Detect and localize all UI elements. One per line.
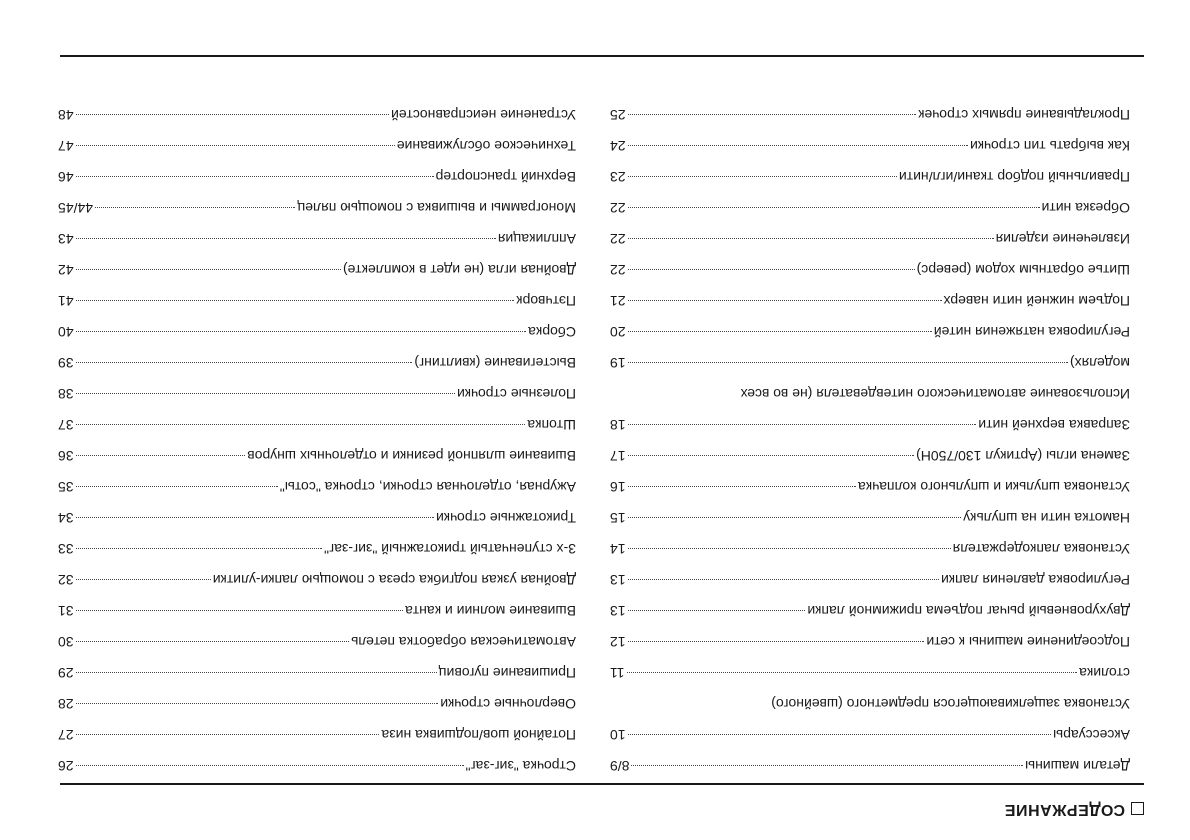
toc-entry-title: Аппликация [497,231,576,247]
toc-entry-title: Строчка "зиг-заг" [465,758,576,774]
toc-entry [610,409,1130,440]
dot-leader [628,176,897,177]
toc-entry-title: Прокладывание прямых строчек [918,107,1130,123]
toc-entry [610,130,1130,161]
dot-leader [95,207,295,208]
toc-entry-title: столика [1079,665,1130,681]
toc-entry [58,440,576,471]
toc-entry-title: Установка защелкивающегося предметного (швейного) [771,696,1130,712]
toc-entry-page: 12 [610,634,626,650]
toc-left-column [610,99,1130,781]
dot-leader [76,641,349,642]
dot-leader [76,548,323,549]
toc-entry [610,378,1130,409]
toc-entry-title: Верхний транспортер [435,169,576,185]
dot-leader [628,114,917,115]
toc-entry [610,285,1130,316]
toc-entry-title: Двухуровневый рычаг подъема прижимной лапки [807,603,1130,619]
dot-leader [76,734,380,735]
dot-leader [76,114,389,115]
toc-entry-page: 23 [610,169,626,185]
toc-entry [58,595,576,626]
toc-entry-title: Сборка [528,324,576,340]
toc-entry [58,316,576,347]
toc-entry-page: 16 [610,479,626,495]
toc-entry [610,161,1130,192]
toc-entry-title: Использование автоматического нитевдевателя (не во всех [740,386,1130,402]
toc-entry-title: Установка лапкодержателя [952,541,1130,557]
toc-entry [58,719,576,750]
toc-entry-title: Пришивание пуговиц [438,665,576,681]
toc-entry-title: Оверлочные строчки [440,696,576,712]
dot-leader [76,238,496,239]
toc-entry-page: 22 [610,262,626,278]
toc-entry [610,533,1130,564]
toc-entry-title: 3-х ступенчатый трикотажный "зиг-заг" [324,541,576,557]
toc-entry [610,564,1130,595]
toc-entry-title: Полезные строчки [457,386,576,402]
toc-entry [58,471,576,502]
toc-entry-title: Потайной шов/подшивка низа [381,727,576,743]
toc-entry-page: 35 [58,479,74,495]
dot-leader [628,362,1068,363]
toc-entry-page: 32 [58,572,74,588]
toc-entry-title: Намотка нити на шпульку [963,510,1130,526]
toc-entry-page: 17 [610,448,626,464]
checkbox-square-icon [1131,803,1144,816]
dot-leader [628,207,1040,208]
toc-entry [610,347,1130,378]
toc-entry-title: Автоматическая обработка петель [351,634,576,650]
dot-leader [76,455,246,456]
toc-entry-page: 28 [58,696,74,712]
toc-entry [610,688,1130,719]
dot-leader [76,517,434,518]
toc-entry-title: Монограммы и вышивка с помощью пялец [297,200,576,216]
dot-leader [628,331,932,332]
toc-entry-page: 13 [610,572,626,588]
dot-leader [628,300,942,301]
toc-entry [58,564,576,595]
toc-entry-title: Пэтчворк [516,293,576,309]
toc-entry-title: Штопка [527,417,576,433]
toc-entry [58,750,576,781]
toc-entry-page: 21 [610,293,626,309]
dot-leader [76,703,439,704]
toc-entry-page: 10 [610,727,626,743]
toc-entry-title: Выстегивание (квилтинг) [414,355,576,371]
toc-right-column [58,99,576,781]
dot-leader [76,610,404,611]
toc-entry [58,192,576,223]
toc-entry-page: 39 [58,355,74,371]
page-header [1004,800,1144,818]
toc-entry [58,130,576,161]
dot-leader [628,548,951,549]
toc-entry [610,99,1130,130]
toc-entry-page: 37 [58,417,74,433]
toc-entry [58,626,576,657]
dot-leader [76,579,211,580]
toc-entry [58,533,576,564]
toc-entry-page: 13 [610,603,626,619]
toc-entry-page: 33 [58,541,74,557]
toc-entry [610,223,1130,254]
dot-leader [628,610,806,611]
dot-leader [631,765,1023,766]
toc-entry-title: Установка шпульки и шпульного колпачка [857,479,1130,495]
toc-entry-page: 27 [58,727,74,743]
toc-entry [610,626,1130,657]
toc-entry-page: 48 [58,107,74,123]
bottom-divider [60,55,1144,57]
toc-entry [58,409,576,440]
toc-entry [610,657,1130,688]
toc-entry-page: 22 [610,231,626,247]
toc-entry-title: Детали машины [1025,758,1130,774]
toc-entry-page: 40 [58,324,74,340]
toc-entry [610,316,1130,347]
toc-entry [610,719,1130,750]
dot-leader [628,517,962,518]
toc-entry-page: 11 [610,665,625,681]
toc-entry [610,502,1130,533]
toc-entry-title: Двойная игла (не идет в комплекте) [342,262,576,278]
dot-leader [628,145,968,146]
toc-entry [58,223,576,254]
toc-entry-title: Регулировка натяжения нитей [933,324,1130,340]
toc-entry [58,502,576,533]
dot-leader [628,734,1052,735]
toc-entry [58,99,576,130]
toc-entry-title: Аксессуары [1053,727,1130,743]
toc-entry-page: 46 [58,169,74,185]
toc-entry-title: Подсоединение машины к сети [926,634,1130,650]
dot-leader [628,641,925,642]
toc-entry-page: 24 [610,138,626,154]
toc-entry [58,378,576,409]
toc-entry-title: Извлечение изделия [995,231,1130,247]
dot-leader [76,300,515,301]
toc-entry-title: Шитье обратным ходом (реверс) [916,262,1130,278]
toc-entry-page: 26 [58,758,74,774]
dot-leader [627,672,1078,673]
toc-entry-page: 14 [610,541,626,557]
dot-leader [76,269,341,270]
toc-entry-title: Как выбрать тип строчки [970,138,1130,154]
toc-entry [58,688,576,719]
toc-entry [58,254,576,285]
dot-leader [628,424,977,425]
toc-entry [58,285,576,316]
toc-entry-title: Правильный подбор ткани/игл/нити [898,169,1130,185]
toc-entry-title: Замена иглы (Артикул 130/750H) [916,448,1130,464]
toc-entry-page: 22 [610,200,626,216]
toc-entry-page: 43 [58,231,74,247]
dot-leader [76,672,437,673]
dot-leader [628,238,994,239]
dot-leader [76,424,526,425]
toc-entry-title: Устранение неисправностей [391,107,576,123]
toc-entry [58,347,576,378]
dot-leader [76,176,434,177]
toc-entry-page: 30 [58,634,74,650]
dot-leader [76,331,527,332]
toc-entry [610,750,1130,781]
toc-entry-title: Ажурная, отделочная строчки, строчка "соты" [279,479,576,495]
toc-entry-page: 18 [610,417,626,433]
page-title: СОДЕРЖАНИЕ [1004,801,1125,818]
toc-entry-page: 42 [58,262,74,278]
dot-leader [628,269,915,270]
toc-entry-page: 8/9 [610,758,630,774]
toc-entry-title: моделях) [1069,355,1130,371]
toc-entry-title: Подъем нижней нити наверх [943,293,1130,309]
toc-entry [58,657,576,688]
toc-entry-title: Заправка верхней нити [978,417,1130,433]
dot-leader [628,579,939,580]
toc-entry [610,595,1130,626]
toc-entry [58,161,576,192]
dot-leader [628,455,914,456]
toc-entry-page: 47 [58,138,74,154]
toc-entry-title: Вшивание шляпной резинки и отделочных шнуров [247,448,576,464]
toc-entry-page: 41 [58,293,74,309]
toc-entry-page: 38 [58,386,74,402]
toc-entry-page: 36 [58,448,74,464]
toc-entry [610,192,1130,223]
toc-entry-title: Регулировка давления лапки [941,572,1130,588]
toc-entry-page: 15 [610,510,626,526]
toc-entry-page: 31 [58,603,74,619]
toc-entry-title: Трикотажные строчки [436,510,576,526]
dot-leader [628,486,856,487]
top-divider [60,783,1144,785]
toc-entry [610,471,1130,502]
toc-entry-page: 44/45 [58,200,94,216]
toc-entry-page: 19 [610,355,626,371]
toc-entry-page: 29 [58,665,74,681]
toc-entry-title: Техническое обслуживание [396,138,576,154]
toc-entry-page: 34 [58,510,74,526]
toc-entry-title: Двойная узкая подгибка среза с помощью лапки-улитки [212,572,576,588]
dot-leader [76,765,464,766]
toc-entry [610,254,1130,285]
dot-leader [76,145,395,146]
toc-entry-page: 25 [610,107,626,123]
toc-entry-page: 20 [610,324,626,340]
dot-leader [76,393,455,394]
dot-leader [76,486,278,487]
toc-entry [610,440,1130,471]
dot-leader [76,362,413,363]
toc-entry-title: Обрезка нити [1041,200,1130,216]
toc-entry-title: Вшивание молнии и канта [405,603,576,619]
